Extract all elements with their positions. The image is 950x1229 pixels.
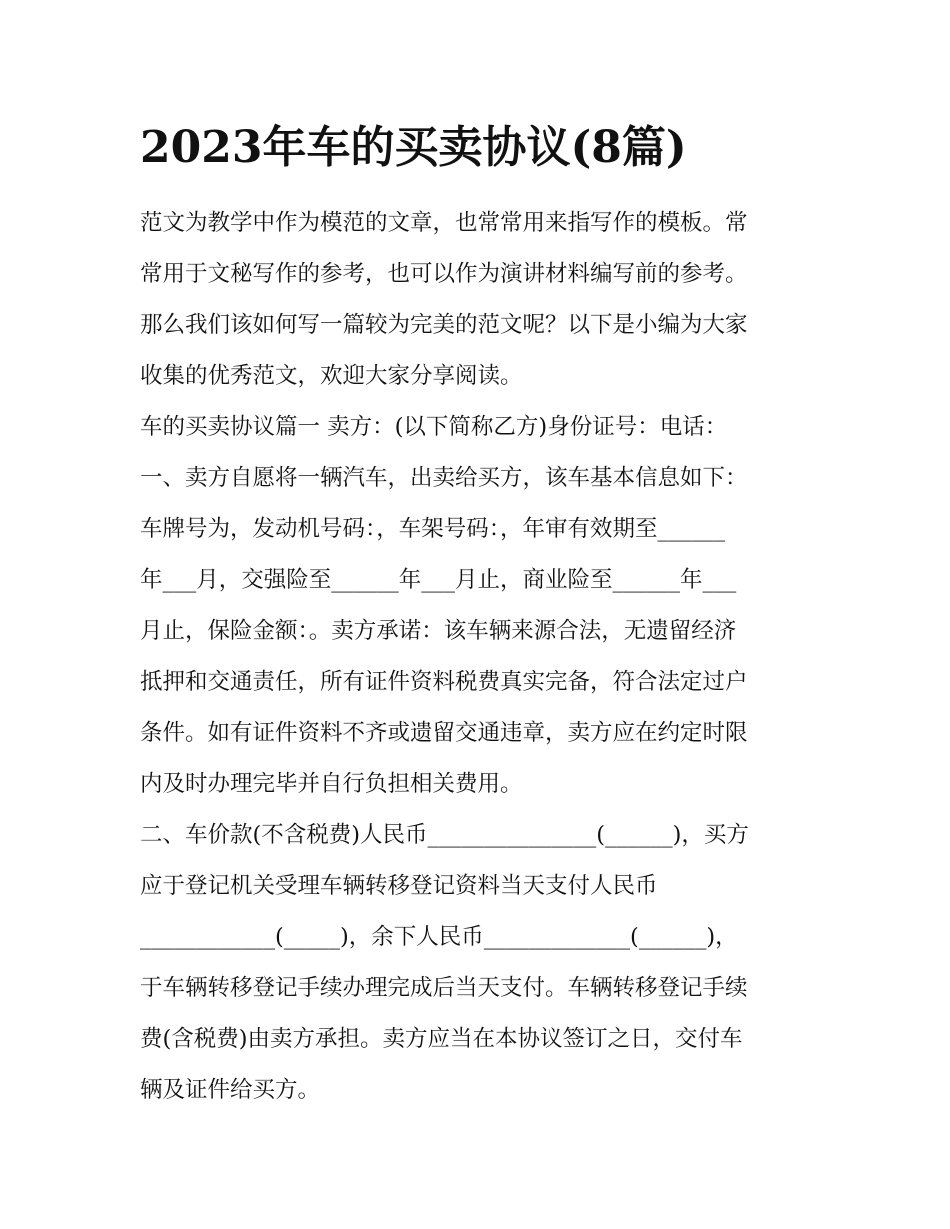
body-line: 二、车价款(不含税费)人民币_______________(______)，买方 [140, 822, 749, 848]
body-line: ____________(_____)，余下人民币_____________(______)， [140, 924, 738, 950]
body-line: 条件。如有证件资料不齐或遗留交通违章，卖方应在约定时限 [140, 720, 748, 746]
body-line: 车的买卖协议篇一 卖方：(以下简称乙方)身份证号：电话： [140, 414, 728, 440]
body-line: 常用于文秘写作的参考，也可以作为演讲材料编写前的参考。 [140, 261, 748, 287]
body-line: 范文为教学中作为模范的文章，也常常用来指写作的模板。常 [140, 210, 748, 236]
body-line: 那么我们该如何写一篇较为完美的范文呢？以下是小编为大家 [140, 312, 748, 338]
body-line: 车牌号为，发动机号码：，车架号码：，年审有效期至______ [140, 516, 726, 542]
body-line: 年___月，交强险至______年___月止，商业险至______年___ [140, 567, 737, 593]
body-line: 内及时办理完毕并自行负担相关费用。 [140, 771, 523, 797]
body-line: 应于登记机关受理车辆转移登记资料当天支付人民币 [140, 873, 658, 899]
body-line: 一、卖方自愿将一辆汽车，出卖给买方，该车基本信息如下： [140, 465, 748, 491]
body-line: 收集的优秀范文，欢迎大家分享阅读。 [140, 363, 523, 389]
document-body [140, 198, 812, 1116]
body-line: 抵押和交通责任，所有证件资料税费真实完备，符合法定过户 [140, 669, 748, 695]
body-line: 辆及证件给买方。 [140, 1077, 321, 1103]
body-line: 费(含税费)由卖方承担。卖方应当在本协议签订之日，交付车 [140, 1026, 743, 1052]
document-title: 2023年车的买卖协议(8篇) [140, 122, 687, 173]
body-line: 月止，保险金额：。卖方承诺：该车辆来源合法，无遗留经济 [140, 618, 737, 644]
body-line: 于车辆转移登记手续办理完成后当天支付。车辆转移登记手续 [140, 975, 748, 1001]
